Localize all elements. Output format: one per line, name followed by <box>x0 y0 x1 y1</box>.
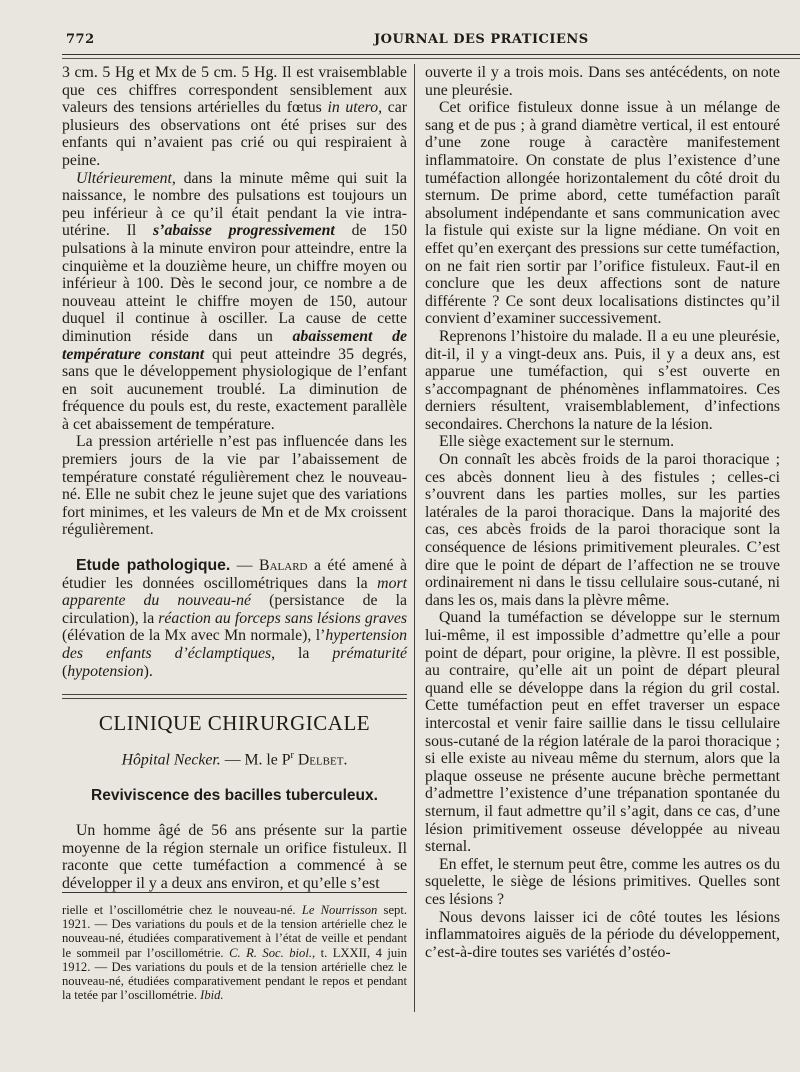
column-divider <box>414 64 415 1012</box>
text-run: Le Nourrisson <box>301 903 378 917</box>
text-run: Etude pathologique. <box>76 557 231 575</box>
text-run: sept. 1921. — Des variations du pouls et de la tension artérielle chez le nouveau-né, étudiées comparativement à l’état de veille et pendant le sommeil par l’oscillométrie. <box>62 903 407 960</box>
text-run: Quand la tuméfaction se développe sur le sternum lui-même, il est impossible d’admettre qu’elle a pour point de départ, pour origine, la plèvre. Il est possible, au contraire, qu’elle ait un point de départ pleural quand elle se développe dans la région du gril costal. Cette tuméfaction peut en effet traverser un espace intercostal et venir faire saillie dans le tissu cellulaire sous-cutané de la région latérale de la paroi thoracique ; si elle existe au niveau même du sternum, alors que la plaque osseuse ne présente aucune brèche permettant d’admettre l’existence d’une trépanation spontanée du sternum, il faut admettre qu’il s’agit, dans ce cas, d’une lésion primitivement osseuse développée au niveau sternal. <box>425 609 780 856</box>
section-subtitle <box>62 747 407 769</box>
text-run: de 150 pulsations à la minute environ pour atteindre, entre la cinquième et la douzième heure, un chiffre moyen ou inférieur à 100. Dès le second jour, ce nombre a de nouveau atteint le chiffre moyen de 150, autour duquel il continue à osciller. La cause de cette diminution réside dans un <box>62 222 407 345</box>
paragraph <box>425 99 780 328</box>
footnote <box>62 903 407 1002</box>
footnote-area <box>62 892 407 1002</box>
text-run: s’abaisse progressivement <box>153 222 335 240</box>
text-run: a été amené à étudier les données oscillométriques dans la <box>62 557 407 592</box>
text-run: C. R. Soc. biol., <box>229 945 316 960</box>
paragraph <box>62 64 407 170</box>
text-run: Nous devons laisser ici de côté toutes les lésions inflammatoires aiguës de la période du développement, c’est-à-dire toutes ses variétés d’ostéo- <box>425 908 780 961</box>
paragraph <box>425 909 780 962</box>
text-run: Ibid. <box>200 988 224 1003</box>
right-column <box>425 64 780 961</box>
text-run: rielle et l’oscillométrie chez le nouveau-né. <box>62 903 302 917</box>
text-run: prématurité <box>332 645 407 662</box>
section-title: CLINIQUE CHIRURGICALE <box>98 711 371 736</box>
left-column <box>62 64 407 893</box>
text-run: On connaît les abcès froids de la paroi thoracique ; ces abcès donnent lieu à des fistules ; celles-ci s’ouvrent dans les parties molles, sur les parties latérales de la paroi thoracique. Dans la majorité des cas, ces abcès froids de la paroi thoracique sont la conséquence de lésions primitivement pleurales. C’est dire que le point de départ de l’affection ne se trouve ordinairement ni dans le tissu cellulaire sous-cutané, ni dans les os, mais dans la plèvre même. <box>425 451 780 609</box>
paragraph <box>425 451 780 609</box>
text-run: Ultérieurement, <box>76 169 176 187</box>
section-rule <box>62 694 407 695</box>
section-etude-pathologique <box>62 557 407 680</box>
paragraph <box>62 822 407 892</box>
text-run: t. LXXII, 4 juin 1912. — Des variations du pouls et de la tension artérielle chez le nouveau-né, étudiées comparativement pendant le repos et pendant la tetée par l’oscillométrie. <box>62 945 407 1003</box>
text-run: (élévation de la Mx avec Mn normale), l’ <box>62 627 326 645</box>
journal-title: JOURNAL DES PRATICIENS <box>374 32 589 47</box>
text-run: Delbet. <box>293 751 348 769</box>
paragraph <box>425 64 780 99</box>
text-run: (persistance de la circulation), la <box>62 592 407 627</box>
page-number: 772 <box>66 32 95 47</box>
article-title: Reviviscence des bacilles tuberculeux. <box>91 786 378 804</box>
paragraph <box>425 433 780 451</box>
text-run: — <box>230 557 260 575</box>
text-run: Balard <box>259 557 308 575</box>
paragraph <box>62 170 407 434</box>
text-run: ( <box>62 662 68 680</box>
text-run: mort apparente du nouveau-né <box>62 574 407 610</box>
header-rule-thin <box>62 58 800 59</box>
text-run: — M. le P <box>220 751 291 769</box>
text-run: car plusieurs des observations ont été prises sur des enfants qui n’avaient pas crié ou qui respiraient à peine. <box>62 99 407 169</box>
text-run: Reprenons l’histoire du malade. Il a eu une pleurésie, dit-il, il y a vingt-deux ans. Puis, il y a deux ans, est apparue une tuméfaction, qui s’est ouverte en s’accompagnant de phénomènes inflammatoires. Ces derniers résultent, vraisemblablement, d’infections secondaires. Cherchons la nature de la lésion. <box>425 327 780 433</box>
text-run: Hôpital Necker. <box>121 751 221 769</box>
footnote-rule <box>62 892 407 893</box>
text-run: abaissement de température constant <box>62 327 407 363</box>
text-run: hypertension des enfants d’éclamptiques <box>62 627 407 662</box>
text-run: En effet, le sternum peut être, comme les autres os du squelette, le siège de lésions primitives. Quelles sont ces lésions ? <box>425 855 780 908</box>
page-header <box>62 30 800 52</box>
paragraph <box>425 856 780 909</box>
text-run: Cet orifice fistuleux donne issue à un mélange de sang et de pus ; à grand diamètre vertical, il est entouré d’une zone rouge à caractère manifestement inflammatoire. On constate de plus l’existence d’une tuméfaction allongée horizontalement du côté droit du sternum. De prime abord, cette tuméfaction paraît absolument indépendante et sans communication avec la fistule qui existe sur la ligne médiane. On voit en effet qu’en exerçant des pressions sur cette tuméfaction, on ne fait rien sortir par l’orifice fistuleux. Faut-il en conclure que les deux affections sont de nature différente ? Ce sont deux localisations distinctes qu’il convient d’examiner successivement. <box>425 99 780 328</box>
section-rule <box>62 698 407 699</box>
text-run: r <box>290 749 294 761</box>
text-run: Un homme âgé de 56 ans présente sur la partie moyenne de la région sternale un orifice fistuleux. Il raconte que cette tuméfaction a commencé à se développer il y a deux ans environ, et qu’elle s’est <box>62 822 407 893</box>
paragraph <box>62 433 407 539</box>
text-run: 3 cm. 5 Hg et Mx de 5 cm. 5 Hg. Il est vraisemblable que ces chiffres correspondent sensiblement aux valeurs des tensions artérielles du fœtus <box>62 64 407 117</box>
text-run: réaction au forceps sans lésions graves <box>158 609 407 627</box>
text-run: Elle siège exactement sur le sternum. <box>439 433 675 451</box>
text-run: in utero, <box>327 99 383 117</box>
paragraph <box>425 328 780 434</box>
text-run: , la <box>271 645 333 662</box>
text-run: qui peut atteindre 35 degrés, sans que le développement physiologique de l’enfant en soit aucunement troublé. La diminution de fréquence du pouls est, du reste, exactement parallèle à cet abaissement de température. <box>62 345 407 433</box>
paragraph <box>425 609 780 855</box>
text-run: ). <box>143 662 153 680</box>
text-run: hypotension <box>67 662 144 680</box>
text-run: ouverte il y a trois mois. Dans ses antécédents, on note une pleurésie. <box>425 64 780 99</box>
header-rule <box>62 54 800 55</box>
text-run: La pression artérielle n’est pas influencée dans les premiers jours de la vie par l’abaissement de température constaté régulièrement chez le nouveau-né. Elle ne subit chez le jeune sujet que des variations fort minimes, et les valeurs de Mn et de Mx croissent régulièrement. <box>62 433 407 539</box>
text-run: dans la minute même qui suit la naissance, le nombre des pulsations est toujours un peu inférieur à ce qu’il était pendant la vie intra-utérine. Il <box>62 169 407 240</box>
